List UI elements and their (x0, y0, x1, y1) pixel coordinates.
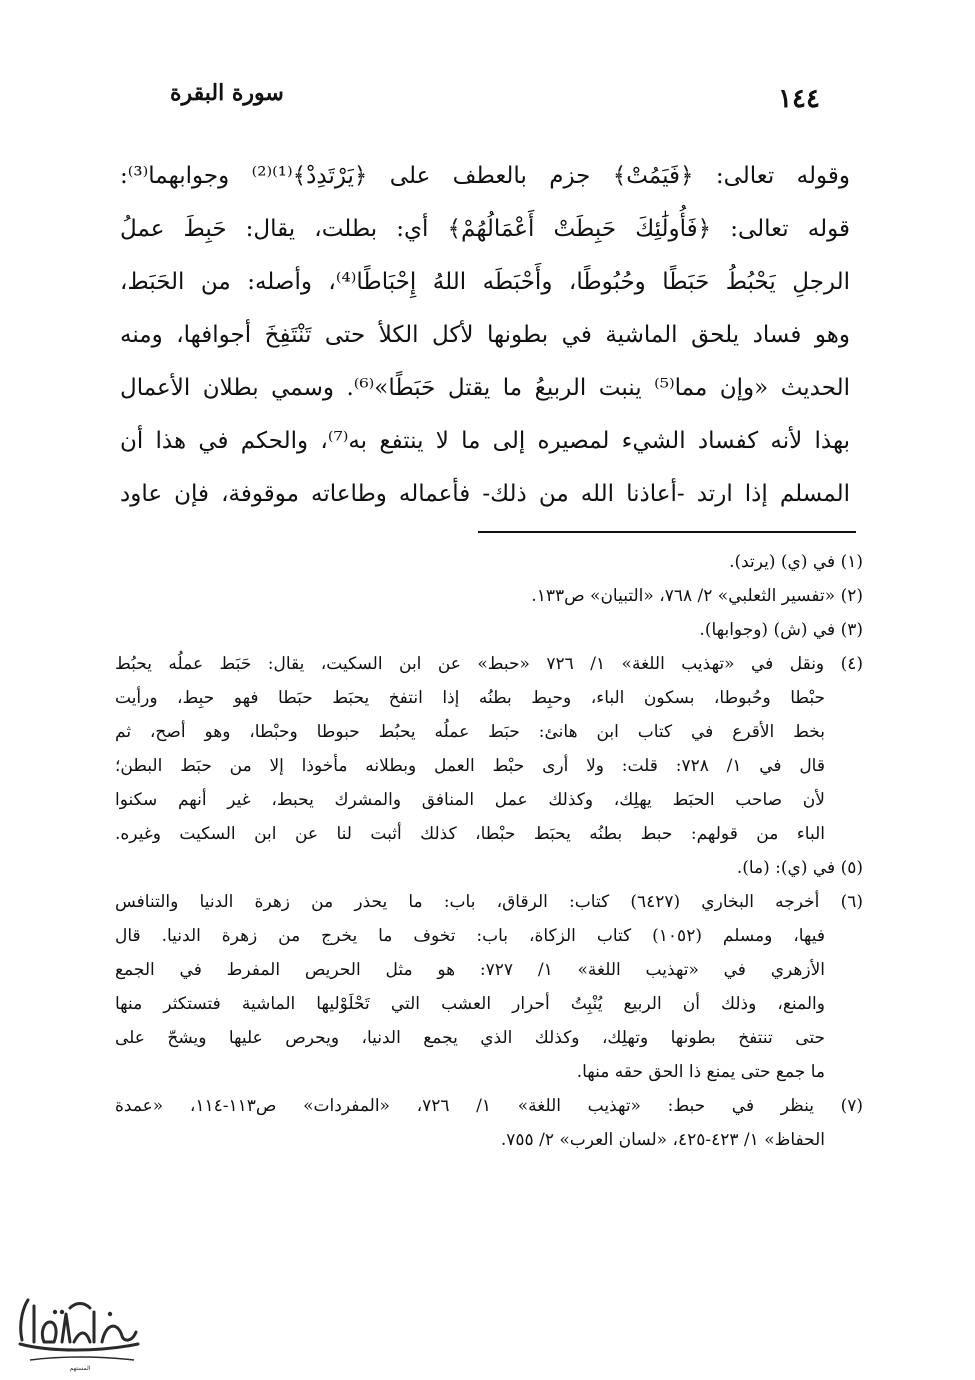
body-line: وقوله تعالى: ﴿فَيَمُتْ﴾ جزم بالعطف على ﴿يَرْتَدِدْ﴾⁽¹⁾⁽²⁾ وجوابهما⁽³⁾: (120, 163, 850, 189)
main-text (120, 150, 850, 521)
footnote-line: لأن صاحب الحبَط يهلِك، وكذلك عمل المنافق والمشرك يحبط، غير أنهم سكنوا (115, 790, 825, 810)
body-line: الحديث «وإن مما⁽⁵⁾ ينبت الربيعُ ما يقتل حَبَطًا»⁽⁶⁾. وسمي بطلان الأعمال (120, 375, 850, 401)
footnote-line: (٣) في (ش) (وجوابها). (699, 620, 863, 640)
footnote-line: ما جمع حتى يمنع ذا الحق حقه منها. (576, 1062, 825, 1082)
footnote-line: الأزهري في «تهذيب اللغة» ١/ ٧٢٧: هو مثل الحريص المفرط في الجمع (115, 960, 825, 980)
footnote-line: قال في ١/ ٧٢٨: قلت: ولا أرى حبْط العمل وبطلانه مأخوذا إلا من حبَط البطن؛ (115, 756, 825, 776)
footnote-line: (٤) ونقل في «تهذيب اللغة» ١/ ٧٢٦ «حبط» عن ابن السكيت، يقال: حَبَط عملُه يحبُط (115, 654, 863, 674)
body-line: قوله تعالى: ﴿فَأُولَٰئِكَ حَبِطَتْ أَعْمَالُهُمْ﴾ أي: بطلت، يقال: حَبِطَ عملُ (120, 216, 850, 242)
footnote-line: (٢) «تفسير الثعلبي» ٢/ ٧٦٨، «التبيان» ص١٣٣. (531, 586, 863, 606)
footnote-line: بخط الأقرع في كتاب ابن هانئ: حبَط عملُه يحبُط حبوطا وحبْطا، وهو أصح، ثم (115, 722, 825, 742)
footnote-separator (478, 531, 856, 533)
footnote-line: (٥) في (ي): (ما). (736, 858, 863, 878)
page-number: ١٤٤ (778, 84, 820, 114)
body-line: وهو فساد يلحق الماشية في بطونها لأكل الكلأ حتى تَنْتَفِخَ أجوافها، ومنه (120, 322, 850, 348)
footnote-line: الحفاظ» ١/ ٤٢٣-٤٢٥، «لسان العرب» ٢/ ٧٥٥. (500, 1130, 825, 1150)
footnote-line: فيها، ومسلم (١٠٥٢) كتاب الزكاة، باب: تخوف ما يخرج من زهرة الدنيا. قال (115, 926, 825, 946)
footnote-line: حبْطا وحُبوطا، بسكون الباء، وحبِط بطنُه إذا انتفخ يحبَط حبَطا فهو حبِط، ورأيت (115, 688, 825, 708)
footnote-line: والمنع، وذلك أن الربيع يُنْبِتُ أحرار العشب التي تَحْلَوْليها الماشية فتستكثر منها (115, 994, 825, 1014)
footnote-line: (٦) أخرجه البخاري (٦٤٢٧) كتاب: الرقاق، باب: ما يحذر من زهرة الدنيا والتنافس (115, 892, 863, 912)
footnote-line: (١) في (ي) (يرتد). (729, 552, 863, 572)
footnotes (115, 545, 863, 1157)
body-line: بهذا لأنه كفساد الشيء لمصيره إلى ما لا ينتفع به⁽⁷⁾، والحكم في هذا أن (120, 428, 850, 454)
footnote-line: (٧) ينظر في حبط: «تهذيب اللغة» ١/ ٧٢٦، «المفردات» ص١١٣-١١٤، «عمدة (115, 1096, 864, 1116)
calligraphic-seal-icon (10, 1292, 145, 1372)
body-line: الرجلِ يَحْبُطُ حَبَطًا وحُبُوطًا، وأَحْبَطَه اللهُ إِحْبَاطًا⁽⁴⁾، وأصله: من الحَبَط، (120, 269, 851, 295)
running-head: سورة البقرة (170, 80, 284, 106)
logo-text: المستهم (69, 1365, 91, 1372)
footnote-line: الباء من قولهم: حبط بطنُه يحبَط حبْطا، كذلك أثبت لنا عن ابن السكيت وغيره. (115, 824, 825, 844)
footnote-line: حتى تنتفخ بطونها وتهلِك، وكذلك الذي يجمع الدنيا، ويحرص عليها ويشحّ على (115, 1028, 825, 1048)
body-line: المسلم إذا ارتد -أعاذنا الله من ذلك- فأعماله وطاعاته موقوفة، فإن عاود (120, 481, 850, 507)
